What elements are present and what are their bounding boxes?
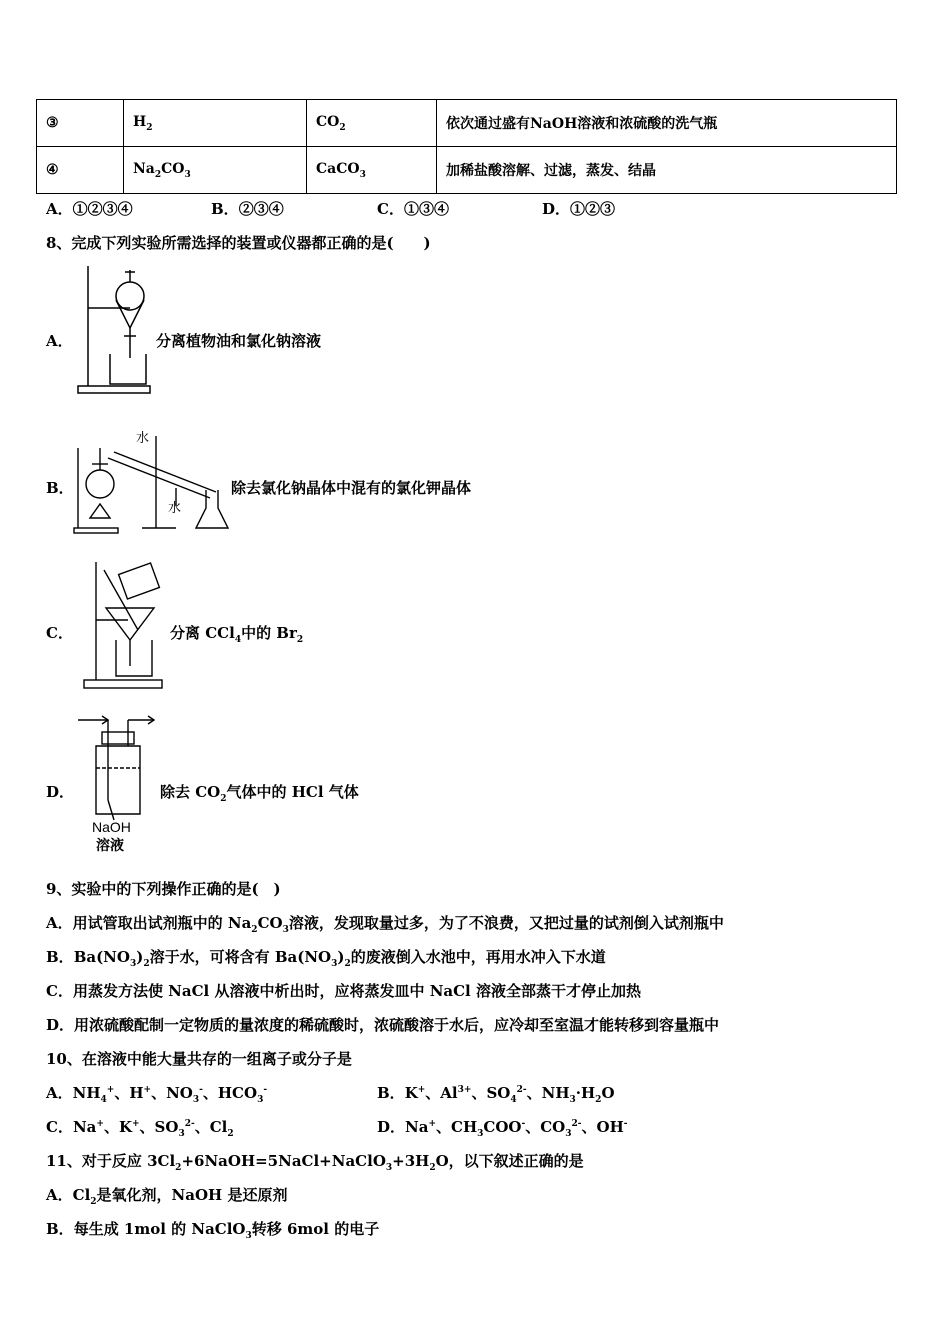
gas-washing-bottle-figure <box>76 712 160 856</box>
q11-option-a: A．$Cl_2$是氧化剂，NaOH 是还原剂 <box>46 1186 288 1207</box>
q8-option-b-text: 除去氯化钠晶体中混有的氯化钾晶体 <box>231 479 472 497</box>
q8-option-d-label: D． <box>46 783 75 801</box>
water-in-label: 水 <box>136 430 150 445</box>
method-cell: 加稀盐酸溶解、过滤，蒸发、结晶 <box>437 147 897 194</box>
q7-option-d: D．①②③ <box>542 200 616 218</box>
q8-option-d-text: 除去 $CO_2$气体中的 HCl 气体 <box>160 783 359 804</box>
q7-option-c: C．①③④ <box>377 200 449 218</box>
q11-option-b: B．每生成 1mol 的 NaClO$_3$转移 6mol 的电子 <box>46 1220 380 1241</box>
q7-option-b: B．②③④ <box>211 200 284 218</box>
q9-option-c: C．用蒸发方法使 NaCl 从溶液中析出时，应将蒸发皿中 NaCl 溶液全部蒸干才停止加热 <box>46 982 641 1000</box>
substance-cell: $H_2$ <box>124 100 307 147</box>
purification-table <box>36 99 897 194</box>
method-cell: 依次通过盛有NaOH溶液和浓硫酸的洗气瓶 <box>437 100 897 147</box>
q7-option-a: A．①②③④ <box>46 200 133 218</box>
naoh-label: NaOH <box>92 819 131 835</box>
q8-stem: 8、完成下列实验所需选择的装置或仪器都正确的是( ) <box>46 234 431 252</box>
q8-option-a-text: 分离植物油和氯化钠溶液 <box>156 332 322 350</box>
q10-option-a: A．$NH_4^+$、H+、$NO_3^-$、$HCO_3^-$ <box>46 1084 268 1105</box>
distillation-figure <box>72 428 232 536</box>
q11-stem: 11、对于反应 $3Cl_2+6NaOH=5NaCl+NaClO_3+3H_2O$，以下叙述正确的是 <box>46 1152 584 1173</box>
row-number: ④ <box>37 147 124 194</box>
separatory-funnel-figure <box>74 266 154 396</box>
q10-option-d: D．Na+、$CH_3COO^-$、$CO_3^{2-}$、OH- <box>377 1118 628 1139</box>
q9-option-b: B．$Ba(NO_3)_2$溶于水，可将含有 $Ba(NO_3)_2$的废液倒入水池中，再用水冲入下水道 <box>46 948 606 969</box>
q9-stem: 9、实验中的下列操作正确的是( ) <box>46 880 281 898</box>
impurity-cell: $CO_2$ <box>307 100 437 147</box>
q10-option-b: B．K+、$Al^{3+}$、$SO_4^{2-}$、$NH_3\cdot H_2O$ <box>377 1084 615 1105</box>
solution-label: 溶液 <box>96 837 124 853</box>
q10-option-c: C．Na+、K+、$SO_3^{2-}$、$Cl_2$ <box>46 1118 234 1139</box>
q8-option-b-label: B． <box>46 479 74 497</box>
q8-option-a-label: A． <box>46 332 73 350</box>
substance-cell: $Na_2CO_3$ <box>124 147 307 194</box>
row-number: ③ <box>37 100 124 147</box>
q9-option-d: D．用浓硫酸配制一定物质的量浓度的稀硫酸时，浓硫酸溶于水后，应冷却至室温才能转移到容量瓶中 <box>46 1016 720 1034</box>
water-out-label: 水 <box>168 500 182 515</box>
q9-option-a: A．用试管取出试剂瓶中的 $Na_2CO_3$溶液，发现取量过多，为了不浪费，又把过量的试剂倒入试剂瓶中 <box>46 914 724 935</box>
q10-stem: 10、在溶液中能大量共存的一组离子或分子是 <box>46 1050 352 1068</box>
table-row <box>37 100 897 147</box>
filtration-figure <box>82 560 166 692</box>
table-row <box>37 147 897 194</box>
q8-option-c-label: C． <box>46 624 73 642</box>
impurity-cell: CaCO$_3$ <box>307 147 437 194</box>
q8-option-c-text: 分离 CCl$_4$中的 $Br_2$ <box>170 624 304 645</box>
